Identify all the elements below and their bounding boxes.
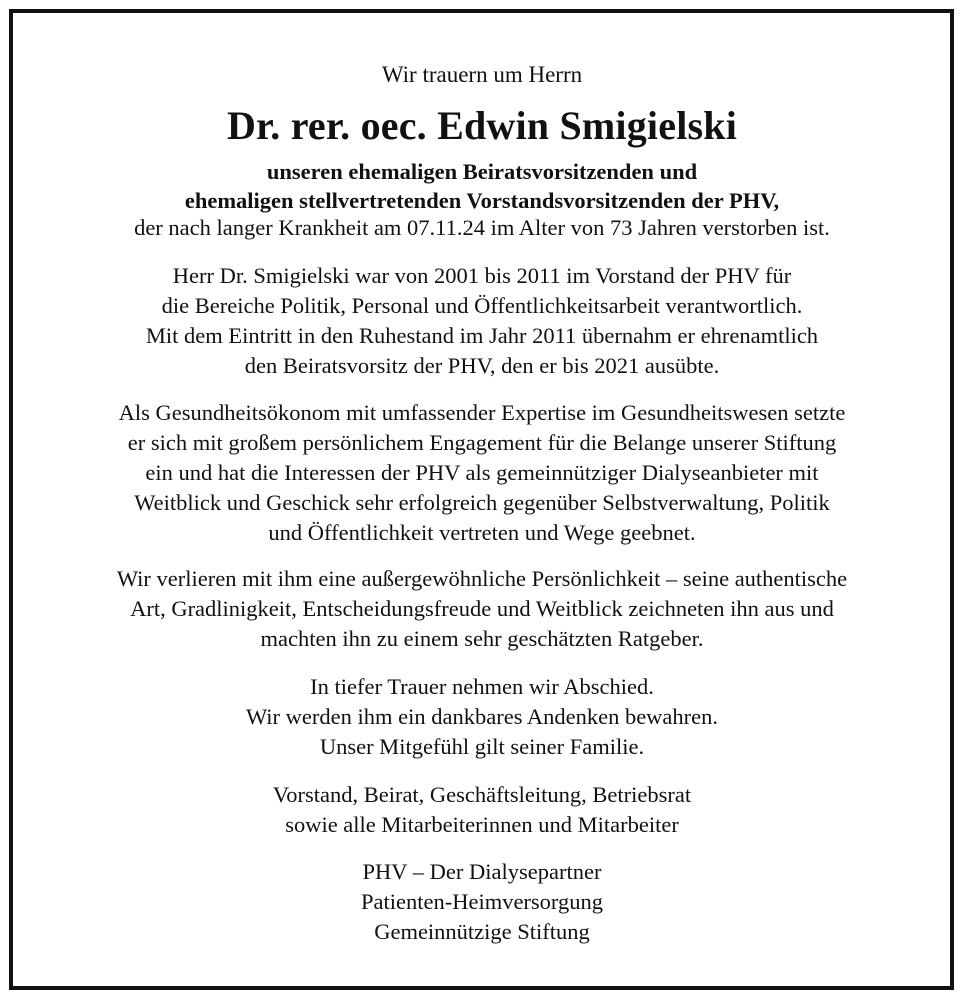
text-line: und Öffentlichkeit vertreten und Wege geebnet. xyxy=(268,520,696,545)
text-line: PHV – Der Dialysepartner xyxy=(362,859,602,884)
text-line: er sich mit großem persönlichem Engagement für die Belange unserer Stiftung xyxy=(127,430,837,455)
text-line: den Beiratsvorsitz der PHV, den er bis 2021 ausübte. xyxy=(244,353,720,378)
name-line: Dr. rer. oec. Edwin Smigielski xyxy=(226,103,738,148)
role-line: unseren ehemaligen Beiratsvorsitzenden und xyxy=(266,159,698,184)
farewell-paragraph xyxy=(0,672,964,762)
text-line: sowie alle Mitarbeiterinnen und Mitarbeiter xyxy=(285,812,679,837)
text-line: Patienten-Heimversorgung xyxy=(360,889,604,914)
intro-text xyxy=(0,60,964,90)
text-line: Art, Gradlinigkeit, Entscheidungsfreude und Weitblick zeichneten ihn aus und xyxy=(130,596,834,621)
personality-paragraph xyxy=(0,564,964,654)
text-line: Vorstand, Beirat, Geschäftsleitung, Betriebsrat xyxy=(272,782,692,807)
organization-signature xyxy=(0,857,964,947)
intro-line: Wir trauern um Herrn xyxy=(381,62,583,87)
text-line: Weitblick und Geschick sehr erfolgreich gegenüber Selbstverwaltung, Politik xyxy=(134,490,830,515)
role-line: ehemaligen stellvertretenden Vorstandsvorsitzenden der PHV, xyxy=(184,188,780,213)
career-paragraph xyxy=(0,261,964,381)
text-line: Gemeinnützige Stiftung xyxy=(374,919,590,944)
former-roles xyxy=(0,157,964,215)
text-line: die Bereiche Politik, Personal und Öffentlichkeitsarbeit verantwortlich. xyxy=(161,293,803,318)
text-line: Wir werden ihm ein dankbares Andenken bewahren. xyxy=(245,704,719,729)
death-line: der nach langer Krankheit am 07.11.24 im Alter von 73 Jahren verstorben ist. xyxy=(134,215,830,240)
text-line: machten ihn zu einem sehr geschätzten Ratgeber. xyxy=(260,626,704,651)
text-line: Unser Mitgefühl gilt seiner Familie. xyxy=(319,734,645,759)
death-statement xyxy=(0,213,964,243)
deceased-name xyxy=(0,101,964,151)
text-line: In tiefer Trauer nehmen wir Abschied. xyxy=(310,674,654,699)
text-line: Wir verlieren mit ihm eine außergewöhnliche Persönlichkeit – seine authentische xyxy=(116,566,848,591)
merits-paragraph xyxy=(0,398,964,548)
text-line: Mit dem Eintritt in den Ruhestand im Jahr 2011 übernahm er ehrenamtlich xyxy=(145,323,819,348)
mourners-block xyxy=(0,780,964,840)
text-line: Herr Dr. Smigielski war von 2001 bis 2011 im Vorstand der PHV für xyxy=(172,263,792,288)
text-line: ein und hat die Interessen der PHV als gemeinnütziger Dialyseanbieter mit xyxy=(145,460,819,485)
text-line: Als Gesundheitsökonom mit umfassender Expertise im Gesundheitswesen setzte xyxy=(118,400,846,425)
